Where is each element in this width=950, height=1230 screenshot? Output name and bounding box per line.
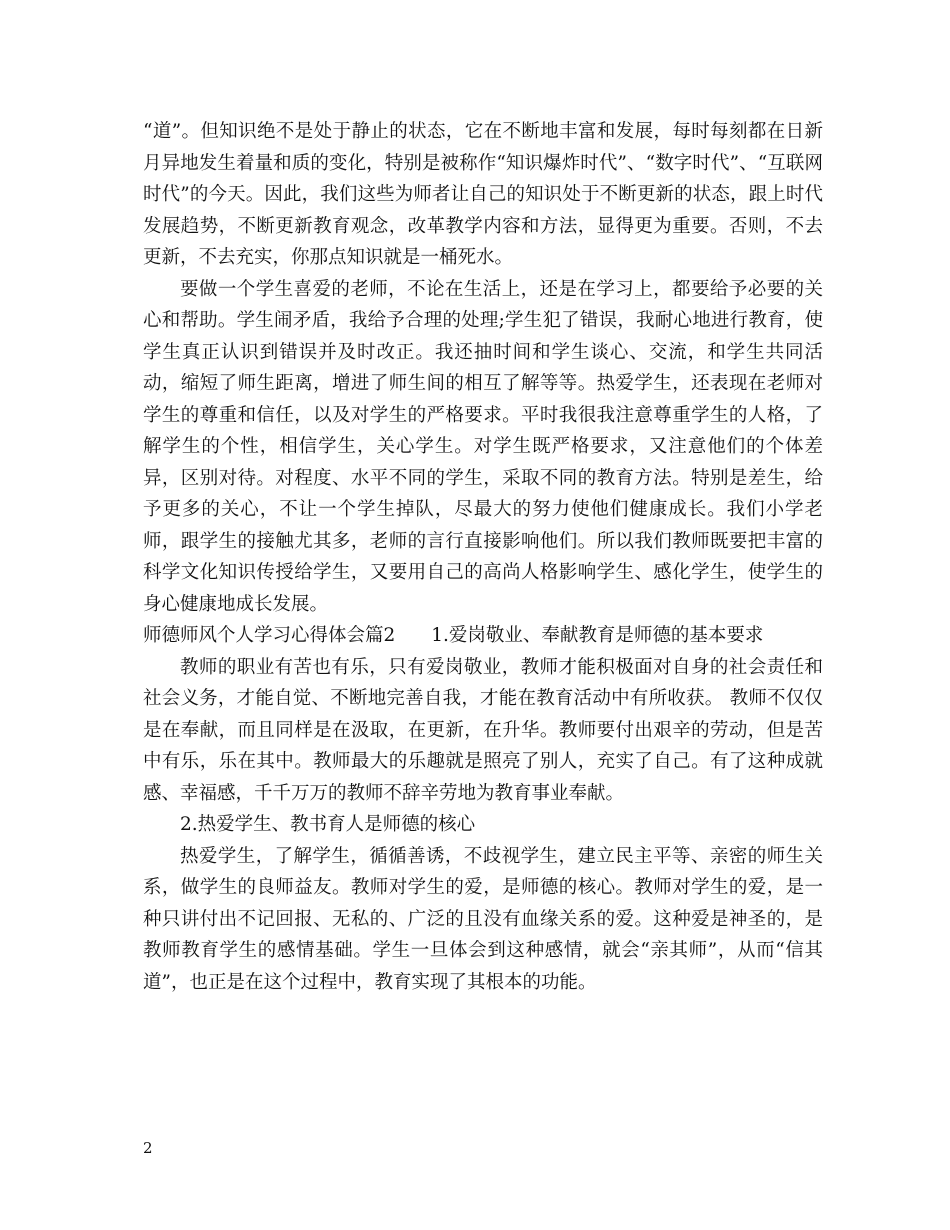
second-point-heading: 2.热爱学生、教书育人是师德的核心 [180, 814, 476, 835]
body-paragraph-3: 教师的职业有苦也有乐，只有爱岗敬业，教师才能积极面对自身的社会责任和社会义务，才能自觉、不断地完善自我，才能在教育活动中有所收获。 教师不仅仅是在奉献，而且同样是在汲取，在更新，在升华。教师要付出艰辛的劳动，但是苦中有乐，乐在其中。教师最大的乐趣就是照亮了别人，充实了自己。有了这种成就感、幸福感，千千万万的教师不辞辛劳地为教育事业奉献。 [143, 656, 823, 804]
section-title: 师德师风个人学习心得体会篇2 [143, 625, 396, 646]
section-heading [143, 620, 823, 652]
body-paragraph-1: “道”。但知识绝不是处于静止的状态，它在不断地丰富和发展，每时每刻都在日新月异地发生着量和质的变化，特别是被称作“知识爆炸时代”、“数字时代”、“互联网时代”的今天。因此，我们这些为师者让自己的知识处于不断更新的状态，跟上时代发展趋势，不断更新教育观念，改革教学内容和方法，显得更为重要。否则，不去更新，不去充实，你那点知识就是一桶死水。 [143, 121, 823, 268]
page-number: 2 [143, 1139, 153, 1157]
body-paragraph-2: 要做一个学生喜爱的老师，不论在生活上，还是在学习上，都要给予必要的关心和帮助。学生闹矛盾，我给予合理的处理;学生犯了错误，我耐心地进行教育，使学生真正认识到错误并及时改正。我还抽时间和学生谈心、交流，和学生共同活动，缩短了师生距离，增进了师生间的相互了解等等。热爱学生，还表现在老师对学生的尊重和信任，以及对学生的严格要求。平时我很我注意尊重学生的人格，了解学生的个性，相信学生，关心学生。对学生既严格要求，又注意他们的个体差异，区别对待。对程度、水平不同的学生，采取不同的教育方法。特别是差生，给予更多的关心，不让一个学生掉队，尽最大的努力使他们健康成长。我们小学老师，跟学生的接触尤其多，老师的言行直接影响他们。所以我们教师既要把丰富的科学文化知识传授给学生，又要用自己的高尚人格影响学生、感化学生，使学生的身心健康地成长发展。 [143, 278, 823, 615]
body-paragraph-4: 热爱学生，了解学生，循循善诱，不歧视学生，建立民主平等、亲密的师生关系，做学生的良师益友。教师对学生的爱，是师德的核心。教师对学生的爱，是一种只讲付出不记回报、无私的、广泛的且没有血缘关系的爱。这种爱是神圣的，是教师教育学生的感情基础。学生一旦体会到这种感情，就会“亲其师”，从而“信其道”，也正是在这个过程中，教育实现了其根本的功能。 [143, 845, 823, 993]
first-point-heading: 1.爱岗敬业、奉献教育是师德的基本要求 [431, 625, 764, 646]
document-body [143, 116, 823, 998]
